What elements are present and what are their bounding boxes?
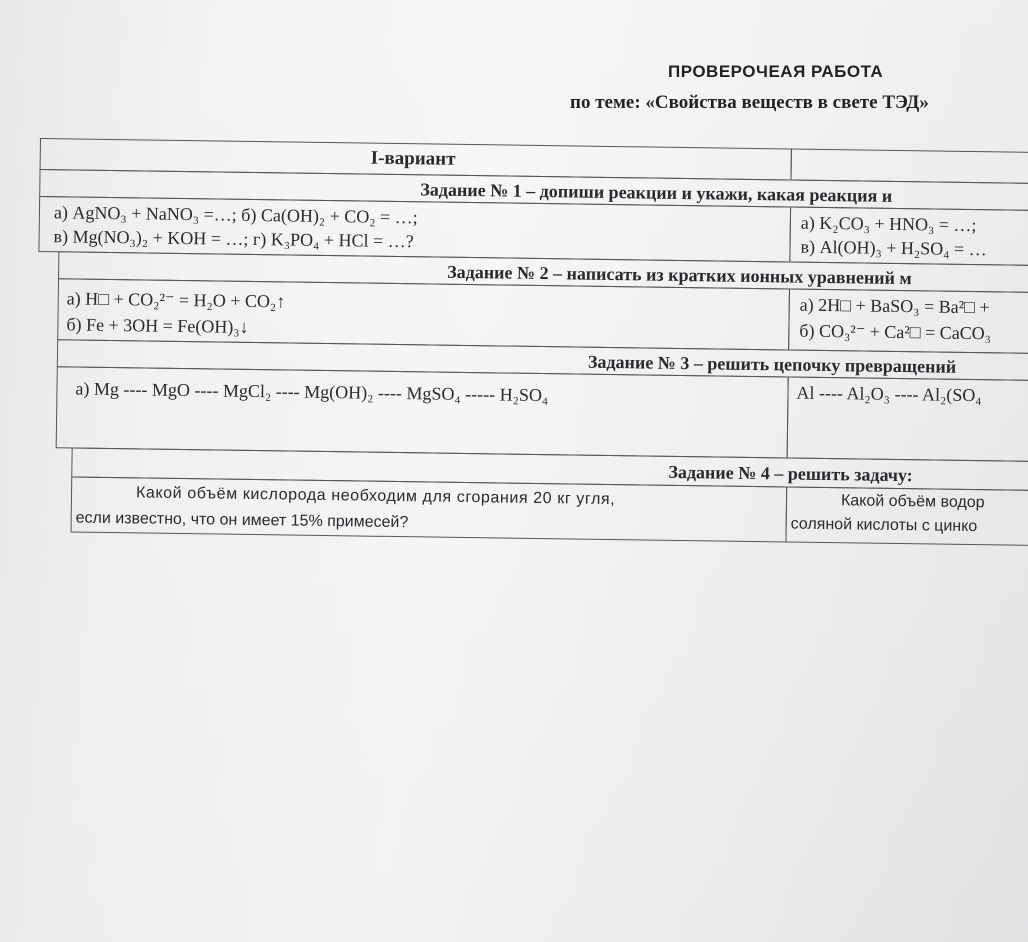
task3-heading: Задание № 3 – решить цепочку превращений: [587, 351, 957, 377]
task2-left-cell: [57, 278, 790, 350]
variant-label: I-вариант: [370, 147, 456, 170]
task2-right-cell: [788, 288, 1028, 354]
page-subtitle: по теме: «Свойства веществ в свете ТЭД»: [570, 92, 929, 113]
task1-right-row2: в) Al(OH)₃ + H₂SO₄ = …: [800, 236, 987, 260]
task2-left-row1: а) H□ + CO₂²⁻ = H₂O + CO₂↑: [66, 288, 286, 312]
task1-right-row1: а) K₂CO₃ + HNO₃ = …;: [800, 212, 977, 236]
assignment-table: [34, 138, 1028, 573]
task2-right-row1: а) 2H□ + BaSO₃ = Ba²□ +: [799, 294, 990, 318]
task4-right-row2: соляной кислоты с цинко: [790, 515, 978, 536]
task1-heading: Задание № 1 – допиши реакции и укажи, какая реакция и: [420, 179, 893, 206]
task2-left-row2: б) Fe + 3OH = Fe(OH)₃↓: [66, 314, 249, 337]
task3-right-cell: [787, 376, 1028, 462]
page-title: ПРОВЕРОЧЕАЯ РАБОТА: [668, 62, 884, 81]
task3-left-cell: [56, 366, 789, 458]
task2-heading: Задание № 2 – написать из кратких ионных уравнений м: [447, 261, 912, 289]
task4-left-cell: [70, 476, 787, 542]
task3-left: а) Mg ---- MgO ---- MgCl₂ ---- Mg(OH)₂ ---- MgSO₄ ----- H₂SO₄: [75, 378, 549, 406]
variant-header-cell-right: [790, 148, 1028, 184]
task4-heading: Задание № 4 – решить задачу:: [668, 461, 913, 486]
task4-right-row1: Какой объём водор: [840, 492, 985, 512]
task1-left-row2: в) Mg(NO₃)₂ + KOH = …; г) K₃PO₄ + HCl = …?: [53, 226, 414, 252]
task1-left-row1: а) AgNO₃ + NaNO₃ =…; б) Ca(OH)₂ + CO₂ = …;: [53, 202, 418, 228]
task4-left-row1: Какой объём кислорода необходим для сгорания 20 кг угля,: [135, 484, 616, 509]
task1-right-cell: [789, 206, 1028, 266]
task4-right-cell: [785, 486, 1028, 546]
task4-left-row2: если известно, что он имеет 15% примесей?: [75, 509, 409, 532]
task3-right: Al ---- Al₂O₃ ---- Al₂(SO₄: [796, 382, 982, 406]
task2-right-row2: б) CO₃²⁻ + Ca²□ = CaCO₃: [799, 320, 992, 344]
